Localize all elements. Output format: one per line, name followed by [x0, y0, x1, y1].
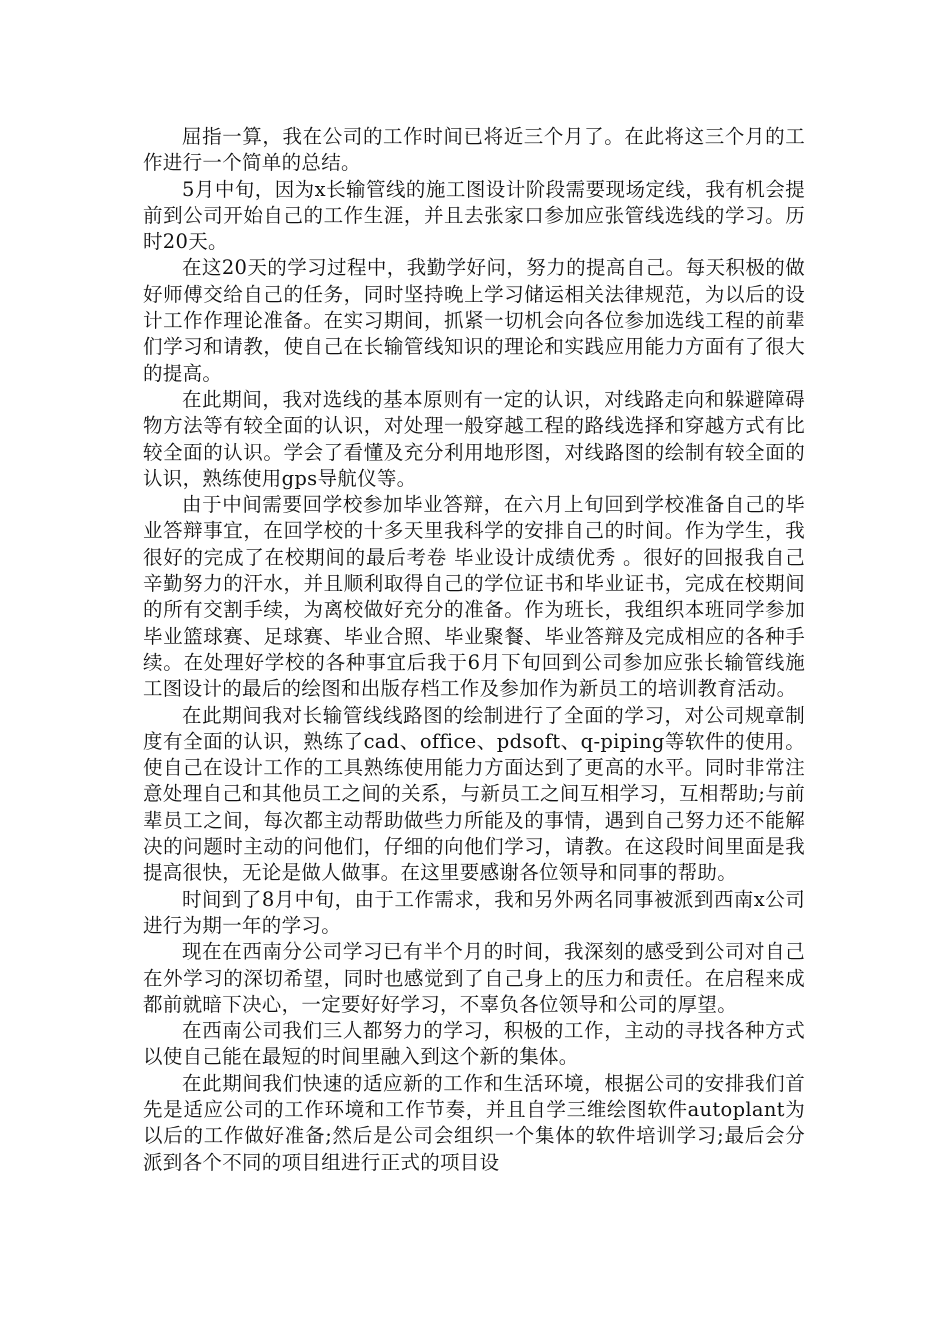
paragraph-3: 在这20天的学习过程中，我勤学好问，努力的提高自己。每天积极的做好师傅交给自己的任务，同时坚持晚上学习储运相关法律规范，为以后的设计工作作理论准备。在实习期间，抓紧一切机会向各位参加选线工程的前辈们学习和请教，使自己在长输管线知识的理论和实践应用能力方面有了很大的提高。 — [143, 256, 805, 385]
paragraph-8: 现在在西南分公司学习已有半个月的时间，我深刻的感受到公司对自己在外学习的深切希望，同时也感觉到了自己身上的压力和责任。在启程来成都前就暗下决心，一定要好好学习，不辜负各位领导和公司的厚望。 — [143, 940, 805, 1016]
paragraph-7: 时间到了8月中旬，由于工作需求，我和另外两名同事被派到西南x公司进行为期一年的学习。 — [143, 887, 805, 937]
paragraph-10: 在此期间我们快速的适应新的工作和生活环境，根据公司的安排我们首先是适应公司的工作环境和工作节奏，并且自学三维绘图软件autoplant为以后的工作做好准备;然后是公司会组织一个集体的软件培训学习;最后会分派到各个不同的项目组进行正式的项目设 — [143, 1071, 805, 1174]
paragraph-1: 屈指一算，我在公司的工作时间已将近三个月了。在此将这三个月的工作进行一个简单的总结。 — [143, 125, 805, 175]
paragraph-6: 在此期间我对长输管线线路图的绘制进行了全面的学习，对公司规章制度有全面的认识，熟练了cad、office、pdsoft、q-piping等软件的使用。使自己在设计工作的工具熟练使用能力方面达到了更高的水平。同时非常注意处理自己和其他员工之间的关系，与新员工之间互相学习，互相帮助;与前辈员工之间，每次都主动帮助做些力所能及的事情，遇到自己努力还不能解决的问题时主动的问他们，仔细的向他们学习，请教。在这段时间里面是我提高很快，无论是做人做事。在这里要感谢各位领导和同事的帮助。 — [143, 703, 805, 885]
paragraph-2: 5月中旬，因为x长输管线的施工图设计阶段需要现场定线，我有机会提前到公司开始自己的工作生涯，并且去张家口参加应张管线选线的学习。历时20天。 — [143, 177, 805, 254]
document-page — [143, 124, 805, 1176]
paragraph-5: 由于中间需要回学校参加毕业答辩，在六月上旬回到学校准备自己的毕业答辩事宜，在回学校的十多天里我科学的安排自己的时间。作为学生，我很好的完成了在校期间的最后考卷 毕业设计成绩优秀 。很好的回报我自己辛勤努力的汗水，并且顺利取得自己的学位证书和毕业证书，完成在校期间的所有交割手续，为离校做好充分的准备。作为班长，我组织本班同学参加毕业篮球赛、足球赛、毕业合照、毕业聚餐、毕业答辩及完成相应的各种手续。在处理好学校的各种事宜后我于6月下旬回到公司参加应张长输管线施工图设计的最后的绘图和出版存档工作及参加作为新员工的培训教育活动。 — [143, 493, 805, 701]
paragraph-9: 在西南公司我们三人都努力的学习，积极的工作，主动的寻找各种方式以使自己能在最短的时间里融入到这个新的集体。 — [143, 1019, 805, 1069]
paragraph-4: 在此期间，我对选线的基本原则有一定的认识，对线路走向和躲避障碍物方法等有较全面的认识，对处理一般穿越工程的路线选择和穿越方式有比较全面的认识。学会了看懂及充分利用地形图，对线路图的绘制有较全面的认识，熟练使用gps导航仪等。 — [143, 387, 805, 490]
